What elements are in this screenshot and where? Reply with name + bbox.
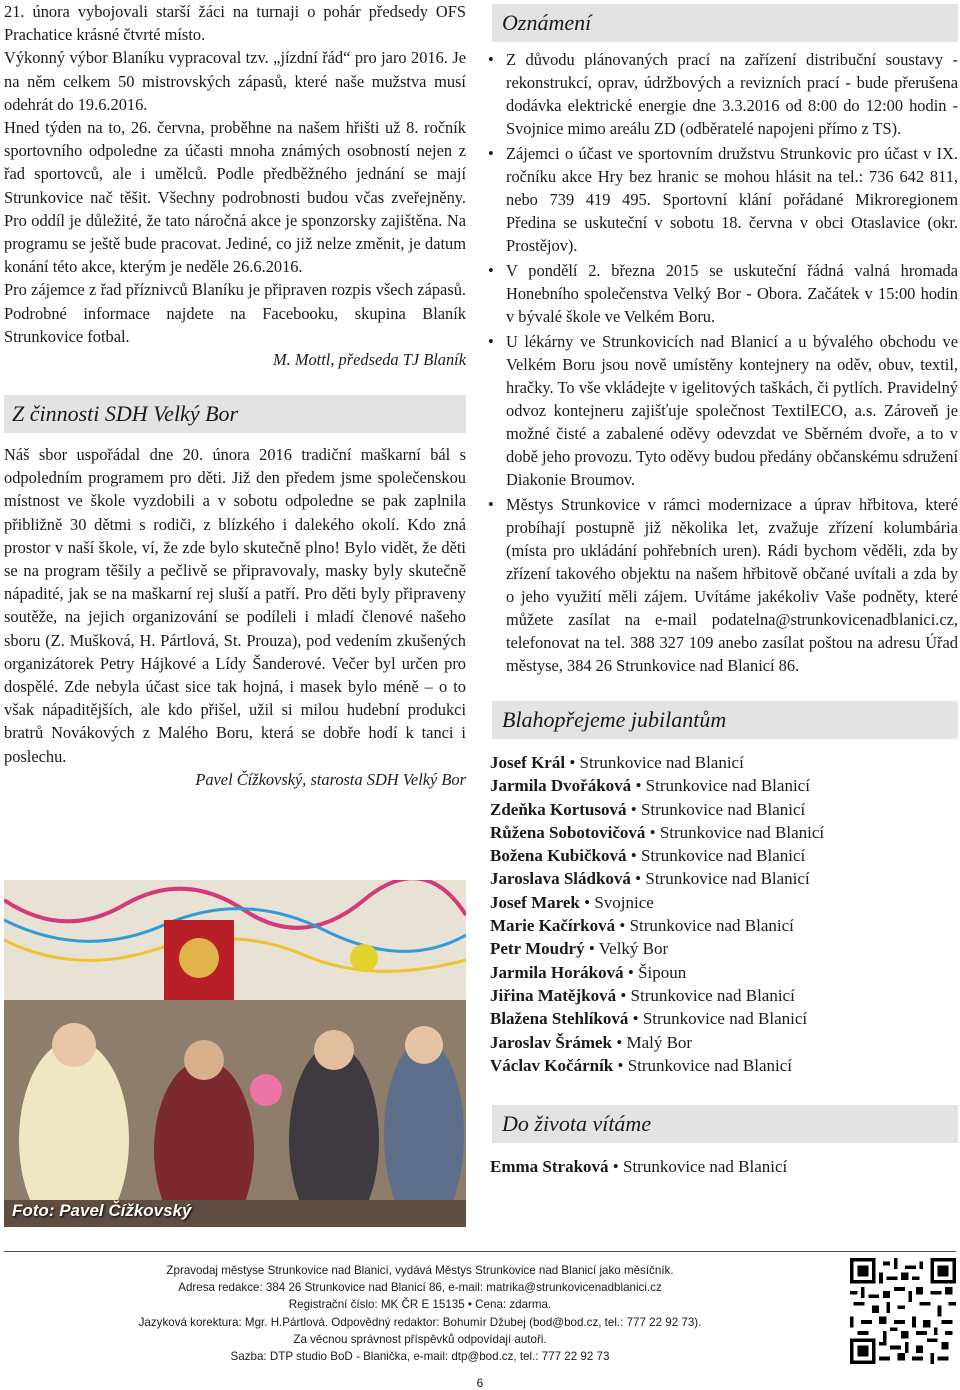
jubilant-item: Jiřina Matějková • Strunkovice nad Blanicí — [490, 985, 795, 1005]
jubilant-item: Petr Moudrý • Velký Bor — [490, 939, 669, 959]
intro-paragraph-2: Výkonný výbor Blaníku vypracoval tzv. „jízdní řád“ pro jaro 2016. Je na něm celkem 50 mistrovských zápasů, které naše mužstva musí odehrát do 19.6.2016. — [4, 48, 466, 114]
newborn-place: Strunkovice nad Blanicí — [622, 1157, 788, 1177]
jubilant-item: Růžena Sobotovičová • Strunkovice nad Blanicí — [490, 822, 825, 842]
imprint-line: Adresa redakce: 384 26 Strunkovice nad Blanicí 86, e-mail: matrika@strunkovicenadblanici.cz — [178, 1281, 662, 1295]
notice-item: • Zájemci o účast ve sportovním družstvu Strunkovic pro účast v IX. ročníku akce Hry bez hranic se mohou hlásit na tel.: 736 642 811, nebo 739 419 495. Sportovní klání pořádané Mikroregionem Předina se uskuteční v sobotu 18. června v obci Otaslavice (okr. Prostějov). — [480, 142, 958, 257]
jubilant-place: Strunkovice nad Blanicí — [629, 916, 794, 936]
intro-signature: M. Mottl, předseda TJ Blaník — [272, 350, 466, 370]
newborn-item: Emma Straková • Strunkovice nad Blanicí — [490, 1157, 788, 1177]
page-number: 6 — [476, 1376, 484, 1390]
imprint-line: Zpravodaj městyse Strunkovice nad Blanicí, vydává Městys Strunkovice nad Blanicí jako měsíčník. — [166, 1264, 674, 1277]
sdh-signature: Pavel Čížkovský, starosta SDH Velký Bor — [195, 769, 466, 789]
jubilant-name: Václav Kočárník — [490, 1055, 614, 1075]
jubilant-name: Josef Marek — [490, 892, 580, 912]
imprint-line: Jazyková korektura: Mgr. H.Pártlová. Odpovědný redaktor: Bohumír Džubej (bod@bod.cz, tel.: 777 22 92 73). — [138, 1315, 702, 1329]
left-column — [4, 0, 466, 791]
notices-list — [480, 48, 958, 677]
notice-item: • U lékárny ve Strunkovicích nad Blanicí a u bývalého obchodu ve Velkém Boru jsou nově umístěny kontejnery na oděv, obuv, textil, hračky. To vše vkládejte v igelitových taškách, či pytlích. Pravidelný odvoz kontejneru zajišťuje společnost TextilECO, a.s. Zároveň je možné čisté a zabalené oděvy odevzdat ve Sběrném dvoře, a to v době jeho provozu. Tyto oděvy budou předány občanskému sdružení Diakonie Broumov. — [480, 330, 958, 491]
imprint-line: Za věcnou správnost příspěvků odpovídají autoři. — [293, 1332, 547, 1346]
jubilant-item: Václav Kočárník • Strunkovice nad Blanicí — [490, 1055, 793, 1075]
jubilants-list — [490, 751, 958, 1077]
intro-paragraph-4: Pro zájemce z řad příznivců Blaníku je připraven rozpis všech zápasů. Podrobné informace najdete na Facebooku, skupina Blaník Strunkovice fotbal. — [4, 280, 466, 346]
jubilant-place: Svojnice — [594, 892, 654, 912]
sdh-paragraph: Náš sbor uspořádal dne 20. února 2016 tradiční maškarní bál s odpoledním programem pro děti. Již den předem jsme společenskou místnost ve škole vyzdobili a v sobotu odpoledne se pak zaplnila přibližně 30 dětmi s rodiči, z blízkého i dalekého okolí. Kdo zná prostor v naší škole, ví, že zde bylo skutečně plno! Bylo vidět, že děti se na program těšily a pečlivě se připravovaly, masky byly skutečně nápadité, jak se na maškarní rej sluší a patří. Pro děti byly připraveny soutěže, na jejich organizování se podíleli i mladí členové našeho sboru (Z. Mušková, H. Pártlová, St. Prouza), pod vedením zkušených organizátorek Petry Hájkové a Lídy Šanderové. Večer byl určen pro dospělé. Zde nebyla účast sice tak hojná, i masek bylo méně – o to však nápaditějších, ale kdo přišel, užil si milou hudební produkci bratrů Novákových z Malého Boru, která se dobře hodí k tanci i poslechu. — [4, 445, 466, 766]
notice-item: • V pondělí 2. března 2015 se uskuteční řádná valná hromada Honebního společenstva Velký Bor - Obora. Začátek v 15:00 hodin v bývalé škole ve Velkém Boru. — [480, 259, 958, 328]
jubilant-name: Jarmila Horáková — [490, 962, 624, 982]
qr-code — [850, 1258, 956, 1364]
jubilant-name: Růžena Sobotovičová — [490, 822, 646, 842]
jubilant-item: Josef Marek • Svojnice — [490, 892, 654, 912]
jubilant-place: Šipoun — [638, 962, 687, 982]
jubilant-item: Marie Kačírková • Strunkovice nad Blanicí — [490, 916, 794, 936]
jubilant-place: Velký Bor — [598, 939, 669, 959]
jubilant-place: Strunkovice nad Blanicí — [659, 822, 825, 842]
jubilant-place: Malý Bor — [626, 1032, 693, 1052]
sdh-heading: Z činnosti SDH Velký Bor — [4, 395, 466, 433]
jubilant-name: Božena Kubičková — [490, 846, 627, 866]
jubilant-item: Jaroslava Sládková • Strunkovice nad Blanicí — [490, 869, 810, 889]
jubilant-place: Strunkovice nad Blanicí — [645, 776, 810, 796]
jubilant-place: Strunkovice nad Blanicí — [630, 985, 795, 1005]
jubilant-place: Strunkovice nad Blanicí — [640, 846, 806, 866]
imprint — [40, 1262, 800, 1365]
jubilant-place: Strunkovice nad Blanicí — [645, 869, 810, 889]
carnival-photo — [4, 880, 466, 1227]
intro-paragraph-3: Hned týden na to, 26. června, proběhne na našem hřišti už 8. ročník sportovního odpoledne za účasti mnoha známých osobností nejen z řad sportovců, ale i umělců. Podle předběžného jednání se mají Strunkovice nač těšit. Všechny podrobnosti budou včas zveřejněny. Pro oddíl je důležité, že tato náročná akce je sponzorsky zajištěna. Na programu se ještě bude pracovat. Jediné, co již nelze změnit, je datum konání této akce, kterým je neděle 26.6.2016. — [4, 118, 466, 277]
jubilant-item: Zdeňka Kortusová • Strunkovice nad Blanicí — [490, 799, 806, 819]
jubilant-item: Jaroslav Šrámek • Malý Bor — [490, 1032, 693, 1052]
jubilant-item: Blažena Stehlíková • Strunkovice nad Blanicí — [490, 1009, 808, 1029]
jubilants-heading: Blahopřejeme jubilantům — [492, 701, 958, 739]
jubilant-item: Jarmila Dvořáková • Strunkovice nad Blanicí — [490, 776, 810, 796]
jubilant-item: Josef Král • Strunkovice nad Blanicí — [490, 753, 744, 772]
jubilant-place: Strunkovice nad Blanicí — [642, 1009, 808, 1029]
intro-paragraph-1: 21. února vybojovali starší žáci na turnaji o pohár předsedy OFS Prachatice krásné čtvrté místo. — [4, 2, 466, 45]
jubilant-item: Jarmila Horáková • Šipoun — [490, 962, 687, 982]
jubilant-name: Jarmila Dvořáková — [490, 776, 632, 796]
footer-divider — [4, 1251, 956, 1252]
imprint-line: Registrační číslo: MK ČR E 15135 • Cena: zdarma. — [288, 1298, 552, 1312]
right-column — [480, 0, 958, 1178]
notice-item: • Z důvodu plánovaných prací na zařízení distribuční soustavy - rekonstrukcí, oprav, údržbových a revizních prací - bude přerušena dodávka elektrické energie dne 3.3.2016 od 8:00 do 12:00 hodin - Svojnice mimo areálu ZD (odběratelé napojeni přímo z TS). — [480, 48, 958, 140]
jubilant-name: Blažena Stehlíková — [490, 1009, 629, 1029]
jubilant-name: Marie Kačírková — [490, 916, 616, 936]
newborn-list — [490, 1155, 958, 1178]
jubilant-name: Petr Moudrý — [490, 939, 585, 959]
newborn-heading: Do života vítáme — [492, 1105, 958, 1143]
jubilant-place: Strunkovice nad Blanicí — [640, 799, 806, 819]
jubilant-item: Božena Kubičková • Strunkovice nad Blanicí — [490, 846, 806, 866]
notice-item: • Městys Strunkovice v rámci modernizace a úprav hřbitova, které probíhají postupně již několika let, zvažuje zřízení kolumbária (místa pro ukládání pohřebních uren). Rádi bychom věděli, zda by zřízení takového objektu na našem hřbitově občané uvítali a zda by o jeho využití měli zájem. Uvítáme jakékoliv Vaše podněty, které můžete zasílat na e-mail podatelna@strunkovicenadblanici.cz, telefonovat na tel. 388 327 109 anebo zasílat poštou na adresu Úřad městyse, 384 26 Strunkovice nad Blanicí 86. — [480, 493, 958, 677]
jubilant-name: Josef Král — [490, 753, 566, 772]
newborn-name: Emma Straková — [490, 1157, 609, 1177]
imprint-line: Sazba: DTP studio BoD - Blanička, e-mail: dtp@bod.cz, tel.: 777 22 92 73 — [230, 1350, 610, 1364]
jubilant-place: Strunkovice nad Blanicí — [579, 753, 744, 772]
jubilant-place: Strunkovice nad Blanicí — [627, 1055, 793, 1075]
jubilant-name: Jaroslava Sládková — [490, 869, 631, 889]
notices-heading: Oznámení — [492, 4, 958, 42]
photo-credit: Foto: Pavel Čížkovský — [12, 1201, 192, 1220]
jubilant-name: Jaroslav Šrámek — [490, 1032, 612, 1052]
jubilant-name: Zdeňka Kortusová — [490, 799, 627, 819]
jubilant-name: Jiřina Matějková — [490, 985, 617, 1005]
